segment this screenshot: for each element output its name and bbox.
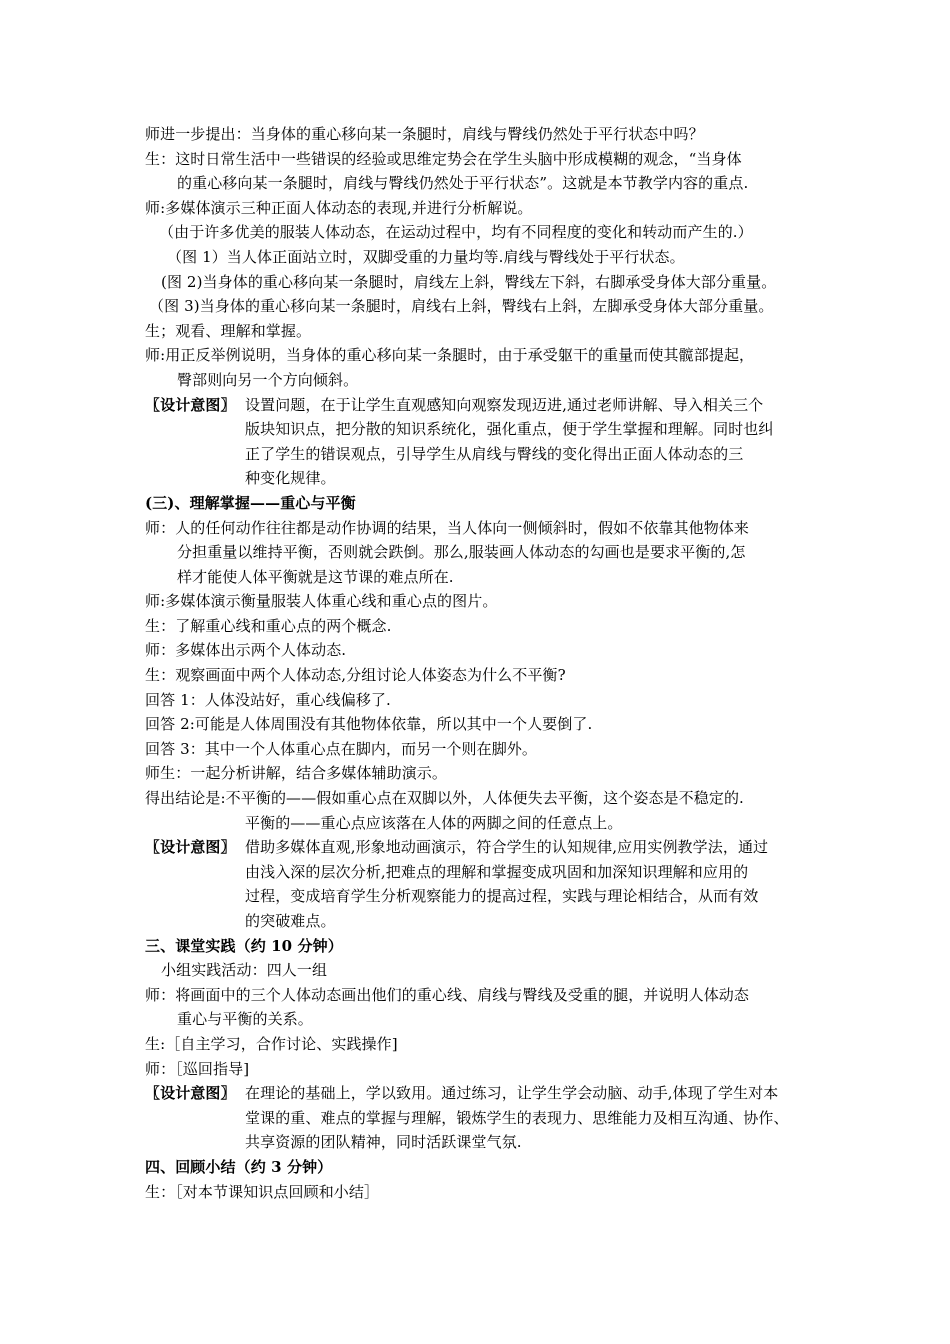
text-line: 生：这时日常生活中一些错误的经验或思维定势会在学生头脑中形成模糊的观念，“当身体 — [145, 149, 742, 168]
text-line: 师:多媒体演示衡量服装人体重心线和重心点的图片。 — [145, 592, 498, 611]
text-line: 样才能使人体平衡就是这节课的难点所在. — [177, 567, 454, 586]
text-line: 师生：一起分析讲解，结合多媒体辅助演示。 — [145, 764, 448, 783]
text-line: 生：观察画面中两个人体动态,分组讨论人体姿态为什么不平衡? — [145, 666, 566, 685]
text-line: 版块知识点，把分散的知识系统化，强化重点，便于学生掌握和理解。同时也纠 — [245, 420, 774, 439]
text-line: 在理论的基础上，学以致用。通过练习，让学生学会动脑、动手,体现了学生对本 — [245, 1084, 779, 1103]
text-line: 堂课的重、难点的掌握与理解，锻炼学生的表现力、思维能力及相互沟通、协作、 — [245, 1108, 789, 1127]
design-intent-block — [145, 835, 825, 860]
text-line: 过程，变成培育学生分析观察能力的提高过程，实践与理论相结合，从而有效 — [245, 887, 759, 906]
text-line: (图 2)当身体的重心移向某一条腿时，肩线左上斜，臀线左下斜，右脚承受身体大部分重量。 — [161, 272, 777, 291]
section-heading: 三、课堂实践（约 10 分钟） — [145, 936, 343, 955]
design-intent-label: 〖设计意图〗 — [145, 1084, 236, 1103]
text-line: 借助多媒体直观,形象地动画演示，符合学生的认知规律,应用实例教学法，通过 — [245, 838, 769, 857]
text-line: 分担重量以维持平衡，否则就会跌倒。那么,服装画人体动态的勾画也是要求平衡的,怎 — [177, 543, 746, 562]
text-line: 得出结论是:不平衡的——假如重心点在双脚以外，人体便失去平衡，这个姿态是不稳定的. — [145, 789, 744, 808]
text-line: 生：［对本节课知识点回顾和小结］ — [145, 1182, 380, 1201]
design-intent-label: 〖设计意图〗 — [145, 838, 236, 857]
text-line: 生；观看、理解和掌握。 — [145, 321, 312, 340]
section-heading: 四、回顾小结（约 3 分钟） — [145, 1157, 333, 1176]
text-line: 生：了解重心线和重心点的两个概念. — [145, 616, 392, 635]
text-line: 回答 2:可能是人体周围没有其他物体依靠，所以其中一个人要倒了. — [145, 715, 593, 734]
text-line: 种变化规律。 — [245, 469, 336, 488]
design-intent-block — [145, 393, 825, 418]
section-heading: (三)、理解掌握——重心与平衡 — [145, 493, 356, 512]
text-line: 师：将画面中的三个人体动态画出他们的重心线、肩线与臀线及受重的腿，并说明人体动态 — [145, 985, 750, 1004]
text-line: 师：人的任何动作往往都是动作协调的结果，当人体向一侧倾斜时，假如不依靠其他物体来 — [145, 518, 750, 537]
text-line: 重心与平衡的关系。 — [177, 1010, 313, 1029]
text-line: 师:多媒体演示三种正面人体动态的表现,并进行分析解说。 — [145, 198, 533, 217]
design-intent-label: 〖设计意图〗 — [145, 395, 236, 414]
text-line: 正了学生的错误观点，引导学生从肩线与臀线的变化得出正面人体动态的三 — [245, 444, 744, 463]
text-line: 的突破难点。 — [245, 912, 336, 930]
text-line: 师:用正反举例说明，当身体的重心移向某一条腿时，由于承受躯干的重量而使其髋部提起， — [145, 346, 755, 365]
text-line: （图 3)当身体的重心移向某一条腿时，肩线右上斜，臀线右上斜，左脚承受身体大部分重量。 — [149, 297, 774, 316]
text-line: 共享资源的团队精神，同时活跃课堂气氛. — [245, 1133, 522, 1152]
text-line: （图 1）当人体正面站立时，双脚受重的力量均等.肩线与臀线处于平行状态。 — [167, 247, 685, 266]
text-line: 生:［自主学习，合作讨论、实践操作] — [145, 1034, 398, 1053]
text-line: 的重心移向某一条腿时，肩线与臀线仍然处于平行状态”。这就是本节教学内容的重点. — [177, 174, 749, 193]
document-body — [145, 122, 825, 1204]
design-intent-block — [145, 1081, 825, 1106]
text-line: 由浅入深的层次分析,把难点的理解和掌握变成巩固和加深知识理解和应用的 — [245, 862, 749, 881]
text-line: 师进一步提出：当身体的重心移向某一条腿时，肩线与臀线仍然处于平行状态中吗？ — [145, 125, 704, 143]
text-line: 小组实践活动：四人一组 — [161, 961, 328, 980]
text-line: 回答 1：人体没站好，重心线偏移了. — [145, 690, 391, 709]
text-line: 设置问题，在于让学生直观感知向观察发现迈进,通过老师讲解、导入相关三个 — [245, 395, 764, 414]
text-line: （由于许多优美的服装人体动态，在运动过程中，均有不同程度的变化和转动而产生的.） — [159, 223, 753, 242]
text-line: 师：多媒体出示两个人体动态. — [145, 641, 347, 660]
text-line: 回答 3：其中一个人体重心点在脚内，而另一个则在脚外。 — [145, 739, 538, 758]
text-line: 平衡的——重心点应该落在人体的两脚之间的任意点上。 — [245, 813, 623, 832]
text-line: 臀部则向另一个方向倾斜。 — [177, 370, 359, 389]
text-line: 师：［巡回指导] — [145, 1059, 250, 1078]
